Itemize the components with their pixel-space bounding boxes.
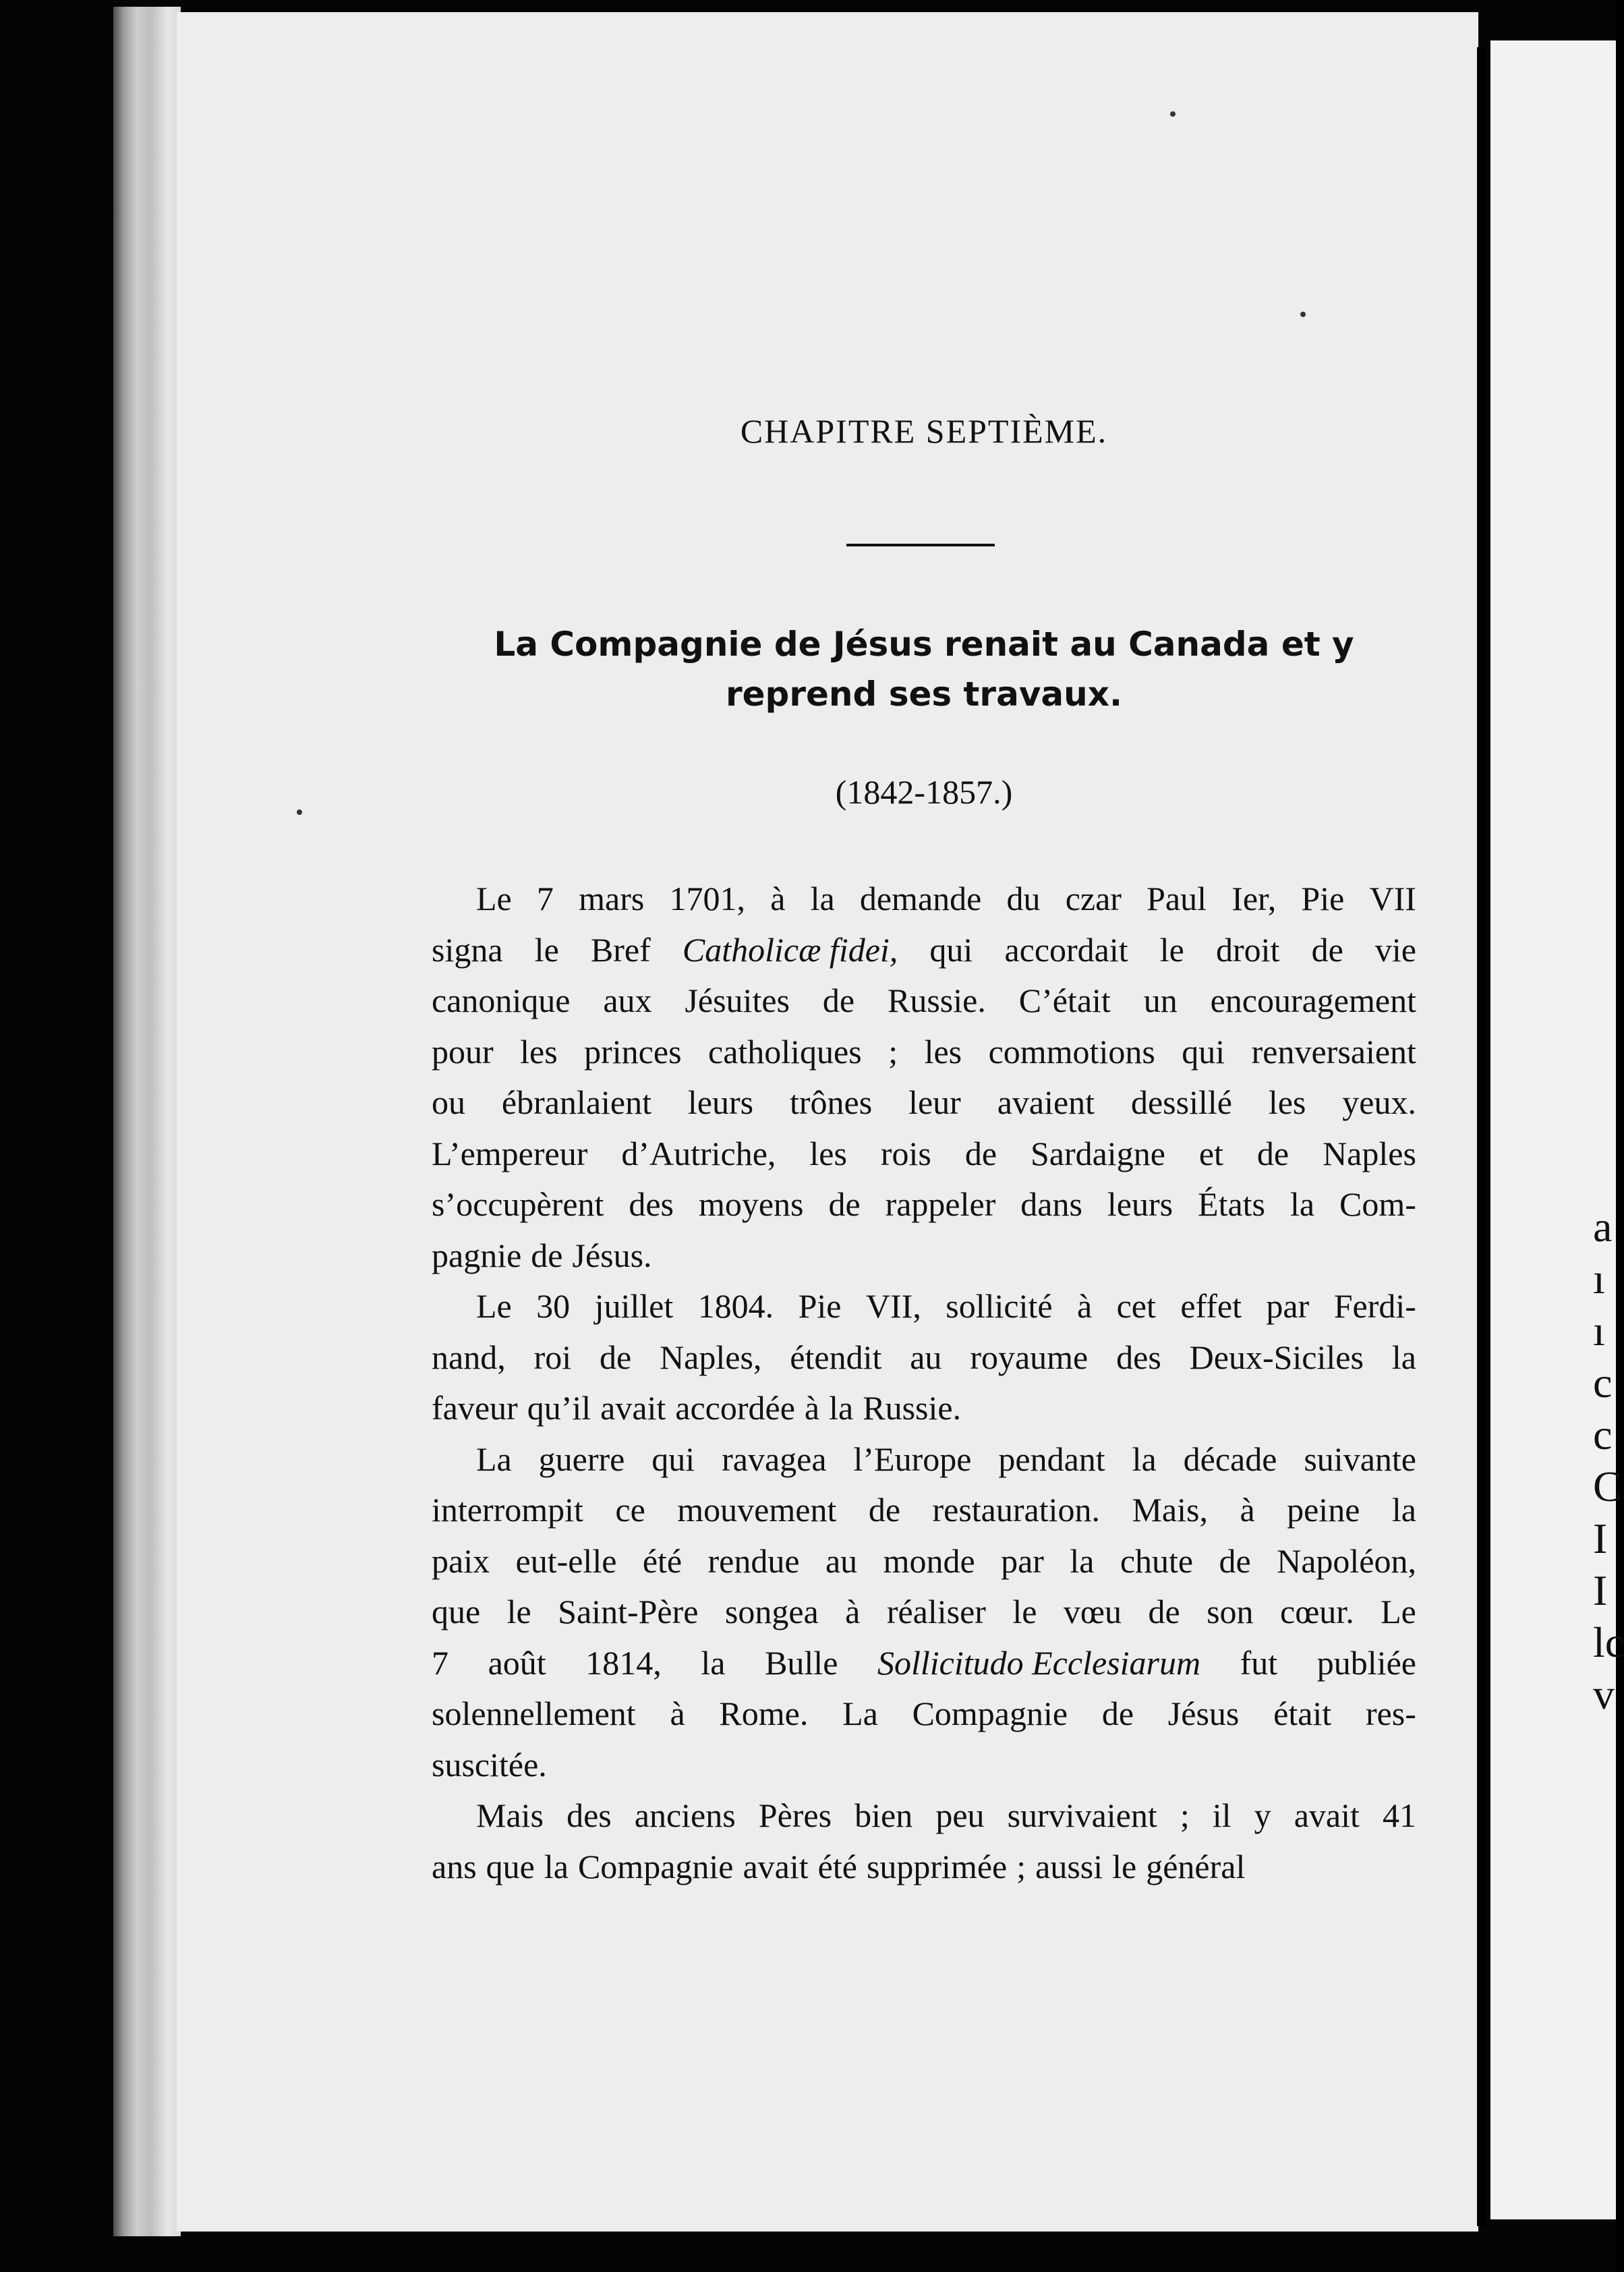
fragment-letter: a (1593, 1203, 1613, 1251)
word: de (600, 1338, 632, 1376)
word: avaient (997, 1083, 1095, 1121)
word: C’était (1018, 982, 1111, 1019)
text-line (432, 1688, 1416, 1740)
word: 30 (536, 1287, 571, 1325)
word: Le (476, 880, 512, 917)
word: Compagnie (912, 1695, 1068, 1732)
fragment-letter: I (1593, 1514, 1608, 1562)
word: d’Autriche, (621, 1134, 776, 1172)
text-line (432, 1740, 1416, 1791)
word: ; (1016, 1847, 1026, 1885)
word: princes (584, 1032, 682, 1071)
text-line (432, 1638, 1416, 1689)
word: Napoléon, (1277, 1541, 1416, 1580)
word: 1814, (585, 1643, 662, 1682)
word: un (1143, 982, 1178, 1019)
word: 41 (1382, 1796, 1416, 1834)
word: fut (1240, 1643, 1278, 1682)
word: aussi (1035, 1847, 1103, 1885)
word: Ferdi- (1333, 1287, 1416, 1325)
word: que (432, 1593, 481, 1630)
word: rois (880, 1134, 931, 1172)
word: au (910, 1338, 942, 1376)
word: la (810, 880, 835, 917)
word: le (1012, 1593, 1037, 1630)
word: demande (859, 880, 982, 917)
word: interrompit (432, 1491, 583, 1529)
word: ce (615, 1491, 645, 1529)
word: Ier, (1231, 880, 1277, 917)
word: moyens (698, 1185, 804, 1223)
section-title-line: La Compagnie de Jésus renait au Canada et y (494, 625, 1354, 664)
word: des (629, 1185, 674, 1223)
word: leurs (1107, 1185, 1173, 1223)
word: ébranlaient (501, 1083, 651, 1121)
body-text (432, 874, 1416, 1892)
word: pendant (998, 1440, 1105, 1478)
word: de (531, 1236, 563, 1274)
word: l’Europe (853, 1440, 972, 1478)
word: leurs (687, 1083, 754, 1121)
chapter-title: CHAPITRE SEPTIÈME. (740, 412, 1108, 450)
word: Mais (476, 1796, 544, 1834)
word: avait (1294, 1796, 1360, 1834)
word: étendit (790, 1338, 882, 1376)
word: la (829, 1389, 854, 1427)
word: de (868, 1491, 901, 1529)
word: la (1391, 1338, 1416, 1376)
text-line (432, 1842, 1416, 1893)
text-line (432, 1485, 1416, 1536)
word: 1804. (697, 1287, 774, 1325)
word: yeux. (1342, 1083, 1416, 1121)
text-line (432, 1434, 1416, 1485)
text-line (432, 1281, 1416, 1332)
word: y (1254, 1796, 1271, 1834)
word: à (1240, 1491, 1255, 1529)
word: Pères (758, 1796, 832, 1834)
word: canonique (432, 982, 571, 1019)
word: la (1132, 1440, 1157, 1478)
word: qui (929, 930, 973, 969)
word: Compagnie (577, 1847, 734, 1885)
word: Le (476, 1287, 512, 1325)
word: les (809, 1134, 847, 1172)
word: royaume (970, 1338, 1089, 1376)
word: roi (533, 1338, 572, 1376)
word: le (534, 930, 559, 969)
word: qu’il (527, 1389, 591, 1427)
word: par (1001, 1541, 1044, 1580)
word: de (1311, 930, 1343, 969)
word: de (1256, 1134, 1289, 1172)
word: la (1070, 1541, 1095, 1580)
word: il (1212, 1796, 1231, 1834)
word: sollicité (946, 1287, 1053, 1325)
word: avait (743, 1847, 809, 1885)
word: ans (432, 1847, 477, 1885)
word: de (1101, 1695, 1134, 1732)
paragraph (432, 1434, 1416, 1791)
word: qui (1182, 1032, 1225, 1071)
word: czar (1065, 880, 1122, 917)
word: Pie (1301, 880, 1345, 917)
word: Jésus. (572, 1236, 652, 1274)
word: paix (432, 1541, 490, 1580)
facing-page (1490, 40, 1616, 2219)
word: droit (1216, 930, 1280, 969)
speck (297, 810, 302, 815)
word: peine (1287, 1491, 1360, 1529)
word: de (828, 1185, 861, 1223)
word: Naples, (660, 1338, 762, 1376)
word: anciens (634, 1796, 736, 1834)
word: VII, (865, 1287, 921, 1325)
section-title (432, 619, 1416, 719)
word: qui (651, 1440, 695, 1478)
word: pour (432, 1032, 494, 1071)
text-line (432, 1129, 1416, 1180)
word: suscitée. (432, 1745, 547, 1784)
word: Bref (590, 930, 651, 969)
word: mars (579, 880, 645, 917)
word: 7 (432, 1643, 448, 1682)
text-line (432, 1332, 1416, 1384)
word: dessillé (1130, 1083, 1232, 1121)
text-line (432, 1790, 1416, 1842)
word: Bulle (765, 1643, 838, 1682)
word: encouragement (1210, 982, 1416, 1019)
text-line (432, 1077, 1416, 1129)
word: accordée (675, 1389, 795, 1427)
word: eut-elle (515, 1541, 617, 1580)
word: peu (935, 1796, 985, 1834)
word: le (506, 1593, 531, 1630)
word: rendue (707, 1541, 800, 1580)
paragraph (432, 874, 1416, 1281)
fragment-letter: lc (1593, 1618, 1624, 1666)
word: les (1268, 1083, 1306, 1121)
word: Sardaigne (1030, 1134, 1165, 1172)
word: général (1146, 1847, 1246, 1885)
word: des (567, 1796, 612, 1834)
word: mouvement (677, 1491, 837, 1529)
text-line (432, 1587, 1416, 1638)
word: 7 (536, 880, 554, 917)
word: La (842, 1695, 878, 1732)
date-range: (1842-1857.) (835, 773, 1013, 811)
text-line (432, 1230, 1416, 1282)
speck (1300, 312, 1306, 317)
word: la (544, 1847, 569, 1885)
word: la (1391, 1491, 1416, 1529)
section-title-line: reprend ses travaux. (725, 675, 1123, 714)
page-gutter-shadow (1477, 47, 1486, 2226)
word: Paul (1147, 880, 1207, 917)
word: le (1112, 1847, 1137, 1885)
word: été (642, 1541, 683, 1580)
word: nand, (432, 1338, 506, 1376)
word: vœu (1063, 1593, 1122, 1630)
paragraph (432, 1790, 1416, 1892)
word: le (1159, 930, 1184, 969)
word: restauration. (932, 1491, 1100, 1529)
fragment-letter: c (1593, 1359, 1613, 1407)
fragment-letter: ı (1593, 1255, 1605, 1303)
word: s’occupèrent (432, 1185, 604, 1223)
word: à (804, 1389, 820, 1427)
word: août (488, 1643, 546, 1682)
word: décade (1183, 1440, 1277, 1478)
word: accordait (1004, 930, 1128, 969)
word: Deux-Siciles (1189, 1338, 1364, 1376)
word: que (486, 1847, 535, 1885)
word: res- (1365, 1695, 1416, 1732)
word: ravagea (722, 1440, 827, 1478)
word: chute (1120, 1541, 1194, 1580)
word: VII (1369, 880, 1416, 917)
fragment-letter: c (1593, 1411, 1613, 1458)
word: du (1006, 880, 1041, 917)
word: catholiques (708, 1032, 862, 1071)
text-line (432, 1536, 1416, 1587)
facing-page-text-fragments (1593, 1201, 1624, 1720)
fragment-letter: ı (1593, 1307, 1605, 1355)
word: songea (724, 1593, 819, 1630)
word: Jésus (1167, 1695, 1240, 1732)
word: renversaient (1251, 1032, 1416, 1071)
text-line (432, 1179, 1416, 1230)
word: à (670, 1695, 685, 1732)
word: signa (432, 930, 503, 969)
word: faveur (432, 1389, 518, 1427)
text-line (432, 1383, 1416, 1434)
word: bien (854, 1796, 913, 1834)
word: la (701, 1643, 726, 1682)
word: rappeler (885, 1185, 996, 1223)
word: des (1116, 1338, 1161, 1376)
word: trônes (789, 1083, 873, 1121)
word: L’empereur (432, 1134, 588, 1172)
word: aux (603, 982, 652, 1019)
text-line (432, 925, 1416, 976)
word: de (1148, 1593, 1180, 1630)
word: leur (908, 1083, 961, 1121)
word: avait (600, 1389, 666, 1427)
word: guerre (538, 1440, 625, 1478)
word: de (964, 1134, 997, 1172)
italic-title: Catholicæ fidei, (682, 930, 898, 969)
fragment-letter: C (1593, 1462, 1622, 1510)
word: survivaient (1007, 1796, 1157, 1834)
title-separator-rule (846, 544, 995, 546)
word: de (822, 982, 855, 1019)
word: à (770, 880, 786, 917)
word: vie (1374, 930, 1416, 969)
word: son (1207, 1593, 1254, 1630)
word: était (1273, 1695, 1332, 1732)
word: Russie. (887, 982, 986, 1019)
italic-title: Sollicitudo Ecclesiarum (877, 1643, 1201, 1682)
word: cet (1116, 1287, 1156, 1325)
word: de (1219, 1541, 1251, 1580)
word: juillet (594, 1287, 674, 1325)
word: pagnie (432, 1236, 522, 1274)
word: 1701, (669, 880, 745, 917)
fragment-letter: I (1593, 1566, 1608, 1614)
word: Pie (798, 1287, 842, 1325)
word: ; (1180, 1796, 1190, 1834)
word: Mais, (1132, 1491, 1208, 1529)
word: Le (1381, 1593, 1416, 1630)
word: les (520, 1032, 558, 1071)
word: La (476, 1440, 512, 1478)
word: ; (888, 1032, 898, 1071)
word: à (845, 1593, 861, 1630)
text-line (432, 874, 1416, 925)
word: cœur. (1280, 1593, 1354, 1630)
text-line (432, 1027, 1416, 1078)
word: Naples (1323, 1134, 1416, 1172)
word: effet (1180, 1287, 1242, 1325)
word: commotions (988, 1032, 1155, 1071)
word: États (1198, 1185, 1266, 1223)
word: Saint-Père (558, 1593, 699, 1630)
word: Rome. (719, 1695, 809, 1732)
word: monde (883, 1541, 975, 1580)
word: Russie. (863, 1389, 962, 1427)
fragment-letter: v (1593, 1670, 1615, 1718)
word: au (825, 1541, 858, 1580)
word: réaliser (886, 1593, 986, 1630)
paragraph (432, 1281, 1416, 1434)
word: par (1266, 1287, 1310, 1325)
book-page-edges (113, 7, 181, 2236)
word: la (1289, 1185, 1315, 1223)
word: publiée (1316, 1643, 1416, 1682)
word: supprimée (866, 1847, 1008, 1885)
speck (1170, 111, 1176, 117)
word: solennellement (432, 1695, 636, 1732)
word: Jésuites (685, 982, 790, 1019)
word: les (924, 1032, 962, 1071)
word: suivante (1304, 1440, 1416, 1478)
word: Com- (1339, 1185, 1416, 1223)
word: dans (1020, 1185, 1082, 1223)
text-line (432, 975, 1416, 1027)
word: et (1198, 1134, 1223, 1172)
word: ou (432, 1083, 465, 1121)
word: été (817, 1847, 857, 1885)
word: à (1076, 1287, 1093, 1325)
